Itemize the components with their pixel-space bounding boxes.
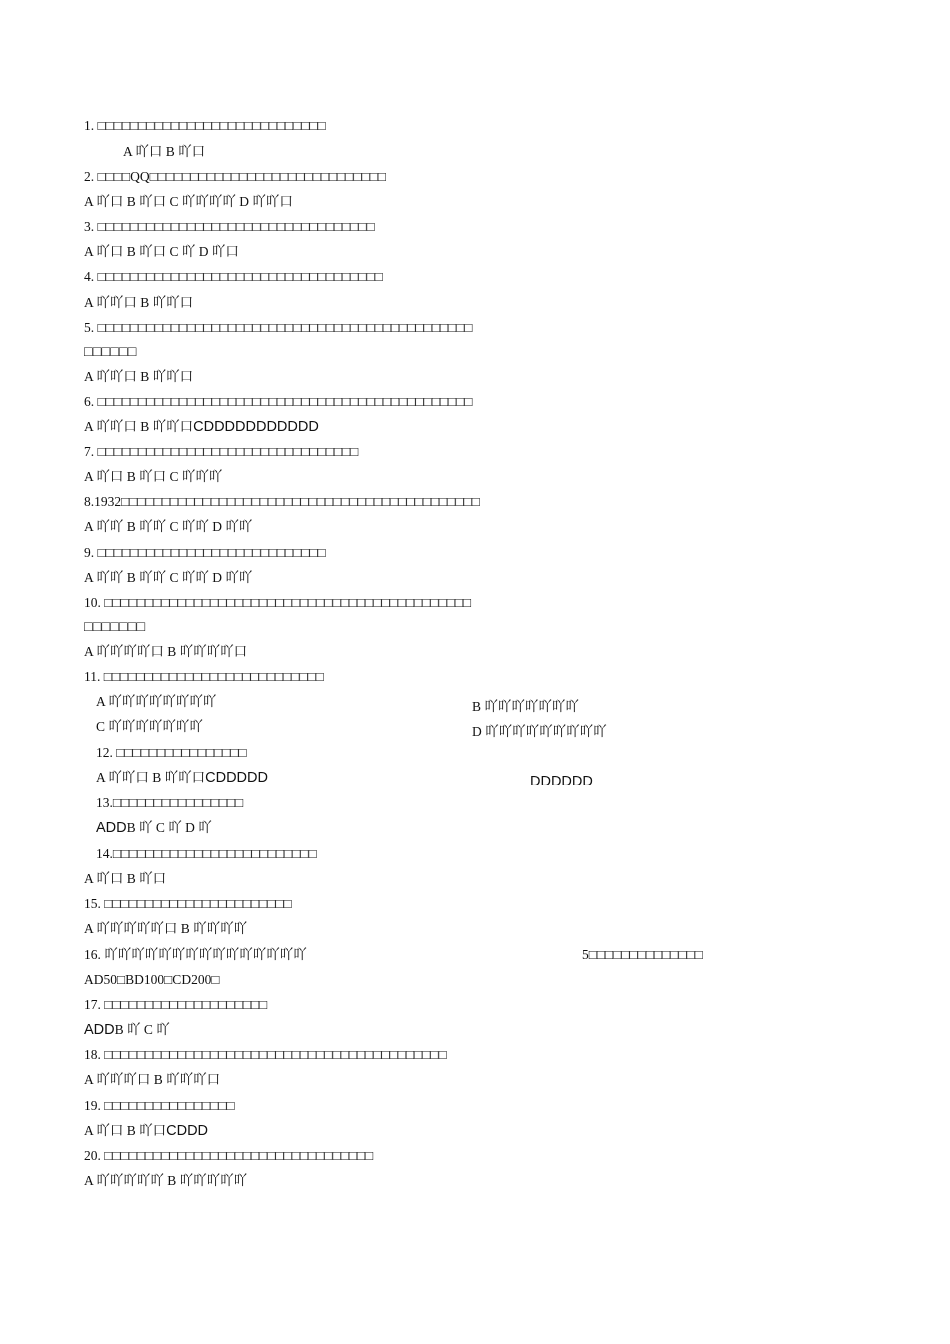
question-11: 11. □□□□□□□□□□□□□□□□□□□□□□□□□□□ [84, 669, 324, 684]
question-14-options: A 吖口 B 吖口 [84, 871, 167, 886]
question-10: 10. □□□□□□□□□□□□□□□□□□□□□□□□□□□□□□□□□□□□□□□□□□□□□ [84, 595, 472, 610]
question-19: 19. □□□□□□□□□□□□□□□□ [84, 1098, 235, 1113]
question-18-options: A 吖吖吖口 B 吖吖吖口 [84, 1072, 221, 1087]
question-4-options: A 吖吖口 B 吖吖口 [84, 295, 194, 310]
question-3-options: A 吖口 B 吖口 C 吖 D 吖口 [84, 244, 239, 259]
question-7: 7. □□□□□□□□□□□□□□□□□□□□□□□□□□□□□□□□ [84, 444, 359, 459]
question-5-continuation: □□□□□□ [84, 344, 137, 360]
question-12: 12. □□□□□□□□□□□□□□□□ [96, 745, 247, 760]
question-20-options: A 吖吖吖吖吖 B 吖吖吖吖吖 [84, 1173, 248, 1188]
question-6-options-tail: CDDDDDDDDDDD [193, 419, 319, 435]
question-12-options-tail: CDDDDD [205, 770, 268, 786]
question-13-options-lead: ADD [96, 820, 127, 836]
question-10-continuation: □□□□□□□ [84, 619, 146, 635]
question-9-options-row: A 吖吖 B 吖吖 C 吖吖 D 吖吖 [84, 570, 253, 585]
question-18: 18. □□□□□□□□□□□□□□□□□□□□□□□□□□□□□□□□□□□□□□□□□□ [84, 1047, 447, 1062]
question-11-option-d: D 吖吖吖吖吖吖吖吖吖 [472, 724, 607, 739]
question-17-options-lead: ADD [84, 1022, 115, 1038]
question-16-right-text: 5□□□□□□□□□□□□□□ [582, 947, 703, 962]
question-11-option-b: B 吖吖吖吖吖吖吖 [472, 699, 579, 714]
question-6-options: A 吖吖口 B 吖吖口CDDDDDDDDDDD [84, 419, 319, 435]
question-10-options: A 吖吖吖吖口 B 吖吖吖吖口 [84, 644, 248, 659]
question-9: 9. □□□□□□□□□□□□□□□□□□□□□□□□□□□□ [84, 545, 326, 560]
question-20: 20. □□□□□□□□□□□□□□□□□□□□□□□□□□□□□□□□□ [84, 1148, 374, 1163]
question-4: 4. □□□□□□□□□□□□□□□□□□□□□□□□□□□□□□□□□□□ [84, 269, 383, 284]
question-16-options: AD50□BD100□CD200□ [84, 972, 220, 987]
question-12-options: A 吖吖口 B 吖吖口CDDDDD [96, 770, 268, 786]
question-14: 14.□□□□□□□□□□□□□□□□□□□□□□□□□ [96, 846, 317, 861]
question-19-options: A 吖口 B 吖口CDDD [84, 1123, 209, 1139]
question-19-options-tail: CDDD [166, 1123, 209, 1139]
question-3: 3. □□□□□□□□□□□□□□□□□□□□□□□□□□□□□□□□□□ [84, 219, 375, 234]
question-2: 2. □□□□QQ□□□□□□□□□□□□□□□□□□□□□□□□□□□□□ [84, 169, 387, 184]
question-17-options: ADDB 吖 C 吖 [84, 1022, 170, 1038]
question-5-options: A 吖吖口 B 吖吖口 [84, 369, 194, 384]
question-1-options: A 吖口 B 吖口 [123, 144, 206, 159]
question-17: 17. □□□□□□□□□□□□□□□□□□□□ [84, 997, 268, 1012]
question-1: 1. □□□□□□□□□□□□□□□□□□□□□□□□□□□□ [84, 118, 326, 133]
question-11-option-a: A 吖吖吖吖吖吖吖吖 [96, 694, 217, 709]
question-8: 8.1932□□□□□□□□□□□□□□□□□□□□□□□□□□□□□□□□□□□□□□□□□□□□ [84, 494, 480, 509]
question-15-options: A 吖吖吖吖吖口 B 吖吖吖吖 [84, 921, 248, 936]
question-7-options: A 吖口 B 吖口 C 吖吖吖 [84, 469, 223, 484]
question-13-options: ADDB 吖 C 吖 D 吖 [96, 820, 212, 836]
question-8-options: A 吖吖 B 吖吖 C 吖吖 D 吖吖 [84, 519, 253, 534]
question-6: 6. □□□□□□□□□□□□□□□□□□□□□□□□□□□□□□□□□□□□□□□□□□□□□□ [84, 394, 473, 409]
question-16: 16. 吖吖吖吖吖吖吖吖吖吖吖吖吖吖吖 [84, 947, 307, 962]
question-2-options: A 吖口 B 吖口 C 吖吖吖吖 D 吖吖口 [84, 194, 293, 209]
question-15: 15. □□□□□□□□□□□□□□□□□□□□□□□ [84, 896, 292, 911]
question-13: 13.□□□□□□□□□□□□□□□□ [96, 795, 244, 810]
question-5: 5. □□□□□□□□□□□□□□□□□□□□□□□□□□□□□□□□□□□□□□□□□□□□□□ [84, 320, 473, 335]
question-12-clipped-text: DDDDDD [530, 774, 593, 785]
question-11-option-c: C 吖吖吖吖吖吖吖 [96, 719, 203, 734]
